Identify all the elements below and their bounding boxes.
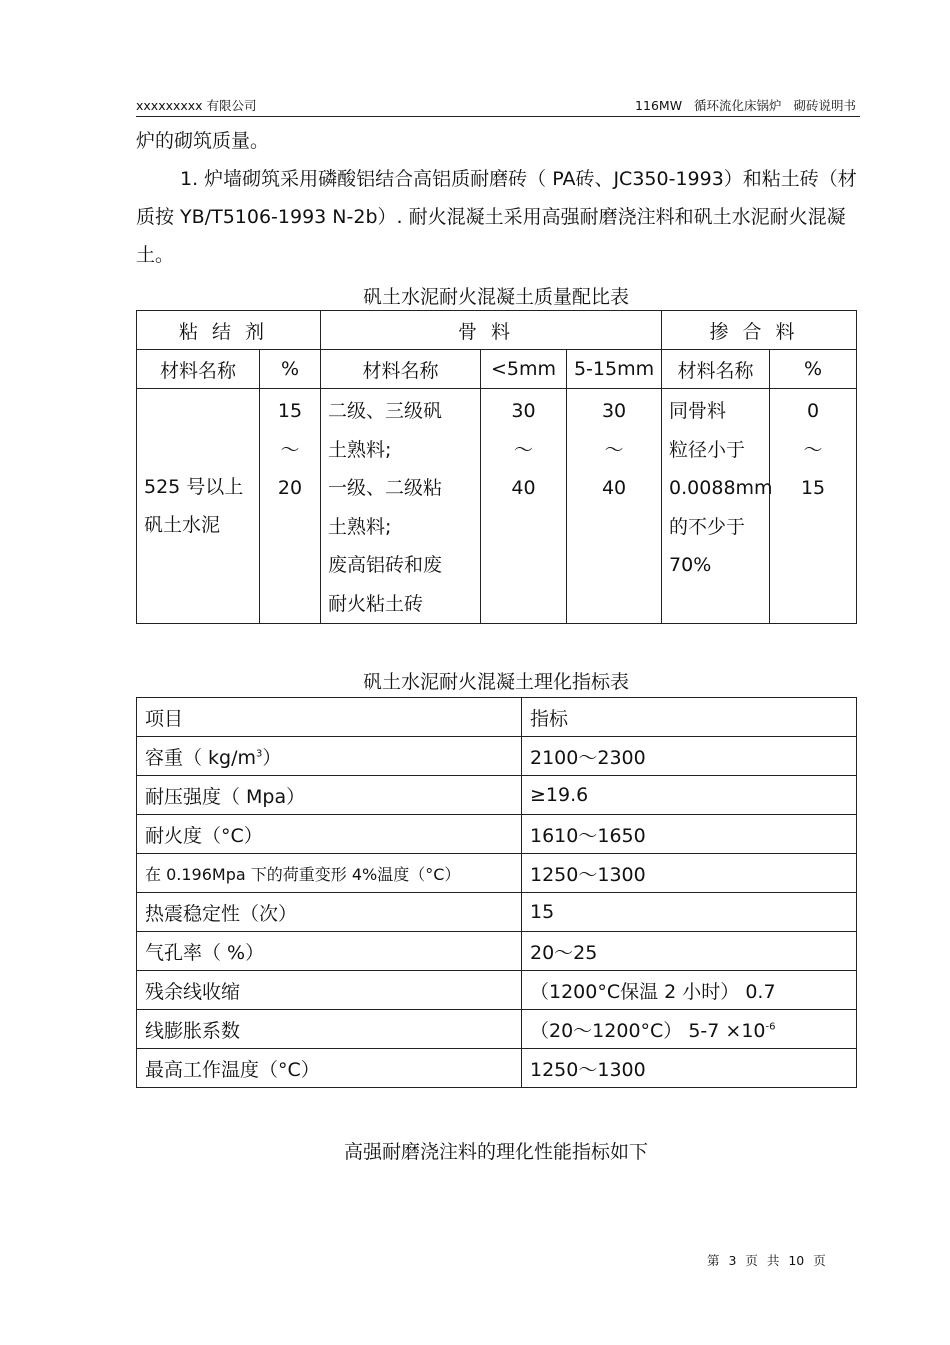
col-admix-name: 材料名称 [662, 350, 770, 389]
cell-value: ≥19.6 [522, 776, 857, 815]
header-company: xxxxxxxxx 有限公司 [136, 98, 257, 113]
cell-lt5mm: 30 ～ 40 [481, 389, 567, 624]
cell-agg-name: 二级、三级矾 土熟料; 一级、二级粘 土熟料; 废高铝砖和废 耐火粘土砖 [321, 389, 481, 624]
col-agg-name: 材料名称 [321, 350, 481, 389]
group-admixture: 掺合料 [662, 311, 857, 350]
cell-value: 2100～2300 [522, 737, 857, 776]
table-row [137, 1049, 857, 1088]
table-row [137, 854, 857, 893]
col-item: 项目 [137, 698, 522, 737]
cell-admix-pct: 0 ～ 15 [770, 389, 857, 624]
page-number: 第 3 页 共 10 页 [707, 1253, 826, 1268]
col-5-15mm: 5-15mm [567, 350, 662, 389]
cell-item: 线膨胀系数 [137, 1010, 522, 1049]
col-binder-pct: % [260, 350, 321, 389]
col-value: 指标 [522, 698, 857, 737]
table-row [137, 932, 857, 971]
group-aggregate: 骨料 [321, 311, 662, 350]
col-lt5mm: <5mm [481, 350, 567, 389]
cell-item: 最高工作温度（°C） [137, 1049, 522, 1088]
table2-caption: 矾土水泥耐火混凝土理化指标表 [362, 671, 629, 693]
cell-item: 耐火度（°C） [137, 815, 522, 854]
cell-value: （20～1200°C） $5-7 \times 10^{-6}$ [522, 1010, 857, 1049]
cell-binder-pct: 15 ～ 20 [260, 389, 321, 624]
cell-item: 气孔率（ %） [137, 932, 522, 971]
cell-value: 1610～1650 [522, 815, 857, 854]
table-row [137, 776, 857, 815]
paragraph-continuation: 炉的砌筑质量。 [136, 130, 270, 152]
cell-value: （1200°C保温 2 小时） 0.7 [522, 971, 857, 1010]
cell-item: 热震稳定性（次） [137, 893, 522, 932]
cell-item: 残余线收缩 [137, 971, 522, 1010]
cell-item: 容重（ $kg/m^3$） [137, 737, 522, 776]
cell-5-15mm: 30 ～ 40 [567, 389, 662, 624]
table-row [137, 737, 857, 776]
cell-value: 20～25 [522, 932, 857, 971]
group-binder: 粘结剂 [137, 311, 321, 350]
cell-value: 1250～1300 [522, 854, 857, 893]
col-binder-name: 材料名称 [137, 350, 260, 389]
properties-table [136, 697, 857, 1088]
cell-admix-name: 同骨料 粒径小于 0.0088mm 的不少于 70% [662, 389, 770, 624]
cell-item: 耐压强度（ Mpa） [137, 776, 522, 815]
col-admix-pct: % [770, 350, 857, 389]
table-row [137, 1010, 857, 1049]
table1-caption: 矾土水泥耐火混凝土质量配比表 [362, 286, 629, 308]
table-row [137, 389, 857, 624]
cell-value: 15 [522, 893, 857, 932]
table-row [137, 815, 857, 854]
page-header [136, 94, 860, 117]
cell-item: 在 0.196Mpa 下的荷重变形 4%温度（°C） [137, 854, 522, 893]
cell-value: 1250～1300 [522, 1049, 857, 1088]
cell-binder-name: 525 号以上 矾土水泥 [137, 389, 260, 624]
paragraph-item-1: 1. 炉墙砌筑采用磷酸铝结合高铝质耐磨砖（ PA砖、JC350-1993）和粘土砖（材质按 YB/T5106-1993 N-2b）. 耐火混凝土采用高强耐磨浇注料和矾土水泥耐火混凝土。 [136, 168, 857, 266]
mix-ratio-table [136, 310, 857, 624]
header-document-title: 116MW 循环流化床锅炉 砌砖说明书 [635, 98, 856, 113]
section-heading: 高强耐磨浇注料的理化性能指标如下 [343, 1141, 648, 1163]
table-row [137, 971, 857, 1010]
table-row [137, 893, 857, 932]
